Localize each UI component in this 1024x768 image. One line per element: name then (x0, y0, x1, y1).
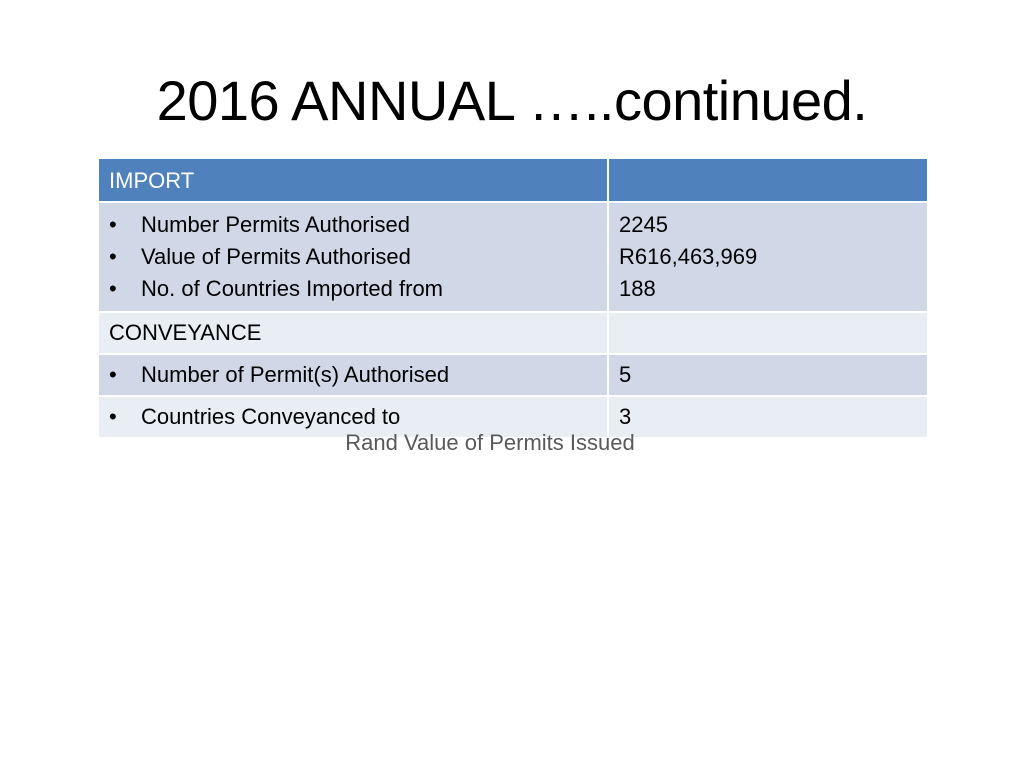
conveyance-header-label: CONVEYANCE (98, 312, 608, 354)
import-header-value (608, 158, 928, 202)
conveyance-permits-row (98, 354, 928, 396)
import-bullet-list (109, 209, 597, 305)
import-header-label: IMPORT (98, 158, 608, 202)
conveyance-permits-value: 5 (608, 354, 928, 396)
conveyance-header-value (608, 312, 928, 354)
import-value-label: Value of Permits Authorised (141, 244, 411, 269)
bullet-icon: • (109, 212, 117, 237)
permits-table (97, 157, 929, 439)
list-item (109, 273, 597, 305)
list-item (109, 241, 597, 273)
slide-title: 2016 ANNUAL …..continued. (156, 69, 868, 132)
bullet-icon: • (109, 276, 117, 301)
bullet-icon: • (109, 404, 117, 429)
import-permits-label: Number Permits Authorised (141, 212, 410, 237)
import-details-row (98, 202, 928, 312)
conveyance-countries-value: 3 (608, 396, 928, 438)
list-item (109, 209, 597, 241)
import-countries-value: 188 (619, 276, 656, 301)
import-countries-label: No. of Countries Imported from (141, 276, 444, 301)
import-header-row (98, 158, 928, 202)
bullet-icon: • (109, 362, 117, 387)
conveyance-permits-label-cell (98, 354, 608, 396)
import-labels-cell (98, 202, 608, 312)
chart-caption: Rand Value of Permits Issued (345, 430, 635, 455)
conveyance-countries-label: Countries Conveyanced to (141, 404, 401, 429)
list-item (109, 359, 597, 391)
import-permits-value: 2245 (619, 212, 668, 237)
import-value-value: R616,463,969 (619, 244, 758, 269)
conveyance-permits-label: Number of Permit(s) Authorised (141, 362, 450, 387)
import-values-cell (608, 202, 928, 312)
bullet-icon: • (109, 244, 117, 269)
conveyance-header-row (98, 312, 928, 354)
